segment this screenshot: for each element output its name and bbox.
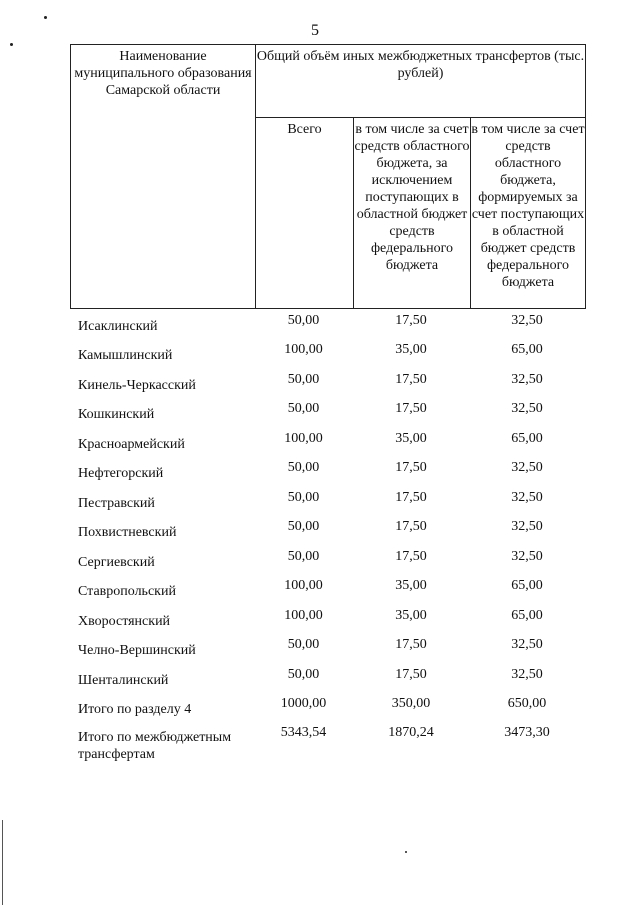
row-regional: 17,50: [395, 313, 427, 328]
row-federal: 3473,30: [504, 725, 550, 740]
row-federal: 32,50: [511, 519, 543, 534]
row-all: 1000,00: [280, 696, 327, 711]
row-name: Исаклинский: [78, 319, 158, 334]
row-all: 100,00: [284, 608, 323, 623]
row-name: Кинель-Черкасский: [78, 378, 196, 393]
row-federal: 650,00: [507, 696, 547, 711]
row-name: Красноармейский: [78, 437, 185, 452]
row-name: Шенталинский: [78, 673, 169, 688]
row-federal: 32,50: [511, 549, 543, 564]
header-sub-federal: в том числе за счет средств областного бюджета, формируемых за счет поступающих в областной бюджет средств федерального бюджета: [471, 122, 585, 290]
row-regional: 17,50: [395, 490, 427, 505]
header-total-transfers: Общий объём иных межбюджетных трансфертов (тыс. рублей): [256, 49, 585, 81]
row-name: Челно-Вершинский: [78, 643, 196, 658]
row-federal: 32,50: [511, 460, 543, 475]
header-sub-regional: в том числе за счет средств областного бюджета, за исключением поступающих в областной бюджет средств федерального бюджета: [354, 122, 470, 273]
row-name: Нефтегорский: [78, 466, 164, 481]
row-regional: 17,50: [395, 460, 427, 475]
row-name: Хворостянский: [78, 614, 171, 629]
row-all: 100,00: [284, 431, 323, 446]
row-all: 5343,54: [280, 725, 327, 740]
row-name: Похвистневский: [78, 525, 177, 540]
row-federal: 65,00: [511, 431, 543, 446]
row-federal: 32,50: [511, 667, 543, 682]
row-all: 100,00: [284, 578, 323, 593]
row-all: 50,00: [287, 372, 320, 387]
row-federal: 32,50: [511, 372, 543, 387]
row-federal: 65,00: [511, 608, 543, 623]
header-sub-all: Всего: [287, 122, 322, 137]
row-name: Ставропольский: [78, 584, 176, 599]
row-name: Камышлинский: [78, 348, 173, 363]
row-name: Сергиевский: [78, 555, 155, 570]
row-regional: 35,00: [395, 431, 427, 446]
row-regional: 17,50: [395, 372, 427, 387]
row-all: 100,00: [284, 342, 323, 357]
header-municipality: Наименование муниципального образования Самарской области: [74, 49, 252, 98]
row-all: 50,00: [287, 519, 320, 534]
row-regional: 17,50: [395, 549, 427, 564]
row-federal: 65,00: [511, 578, 543, 593]
row-name: Пестравский: [78, 496, 155, 511]
row-federal: 65,00: [511, 342, 543, 357]
row-all: 50,00: [287, 401, 320, 416]
row-all: 50,00: [287, 667, 320, 682]
row-federal: 32,50: [511, 490, 543, 505]
row-name: Итого по межбюджетным трансфертам: [78, 730, 232, 762]
row-regional: 17,50: [395, 667, 427, 682]
row-all: 50,00: [287, 549, 320, 564]
row-all: 50,00: [287, 313, 320, 328]
row-regional: 17,50: [395, 401, 427, 416]
row-regional: 17,50: [395, 637, 427, 652]
row-name: Итого по разделу 4: [78, 702, 192, 717]
row-federal: 32,50: [511, 401, 543, 416]
page-number: 5: [311, 22, 319, 39]
row-regional: 35,00: [395, 342, 427, 357]
row-regional: 1870,24: [388, 725, 434, 740]
row-all: 50,00: [287, 490, 320, 505]
row-federal: 32,50: [511, 313, 543, 328]
row-regional: 35,00: [395, 578, 427, 593]
row-regional: 17,50: [395, 519, 427, 534]
row-federal: 32,50: [511, 637, 543, 652]
row-regional: 35,00: [395, 608, 427, 623]
row-all: 50,00: [287, 637, 320, 652]
row-name: Кошкинский: [78, 407, 155, 422]
row-all: 50,00: [287, 460, 320, 475]
row-regional: 350,00: [391, 696, 431, 711]
